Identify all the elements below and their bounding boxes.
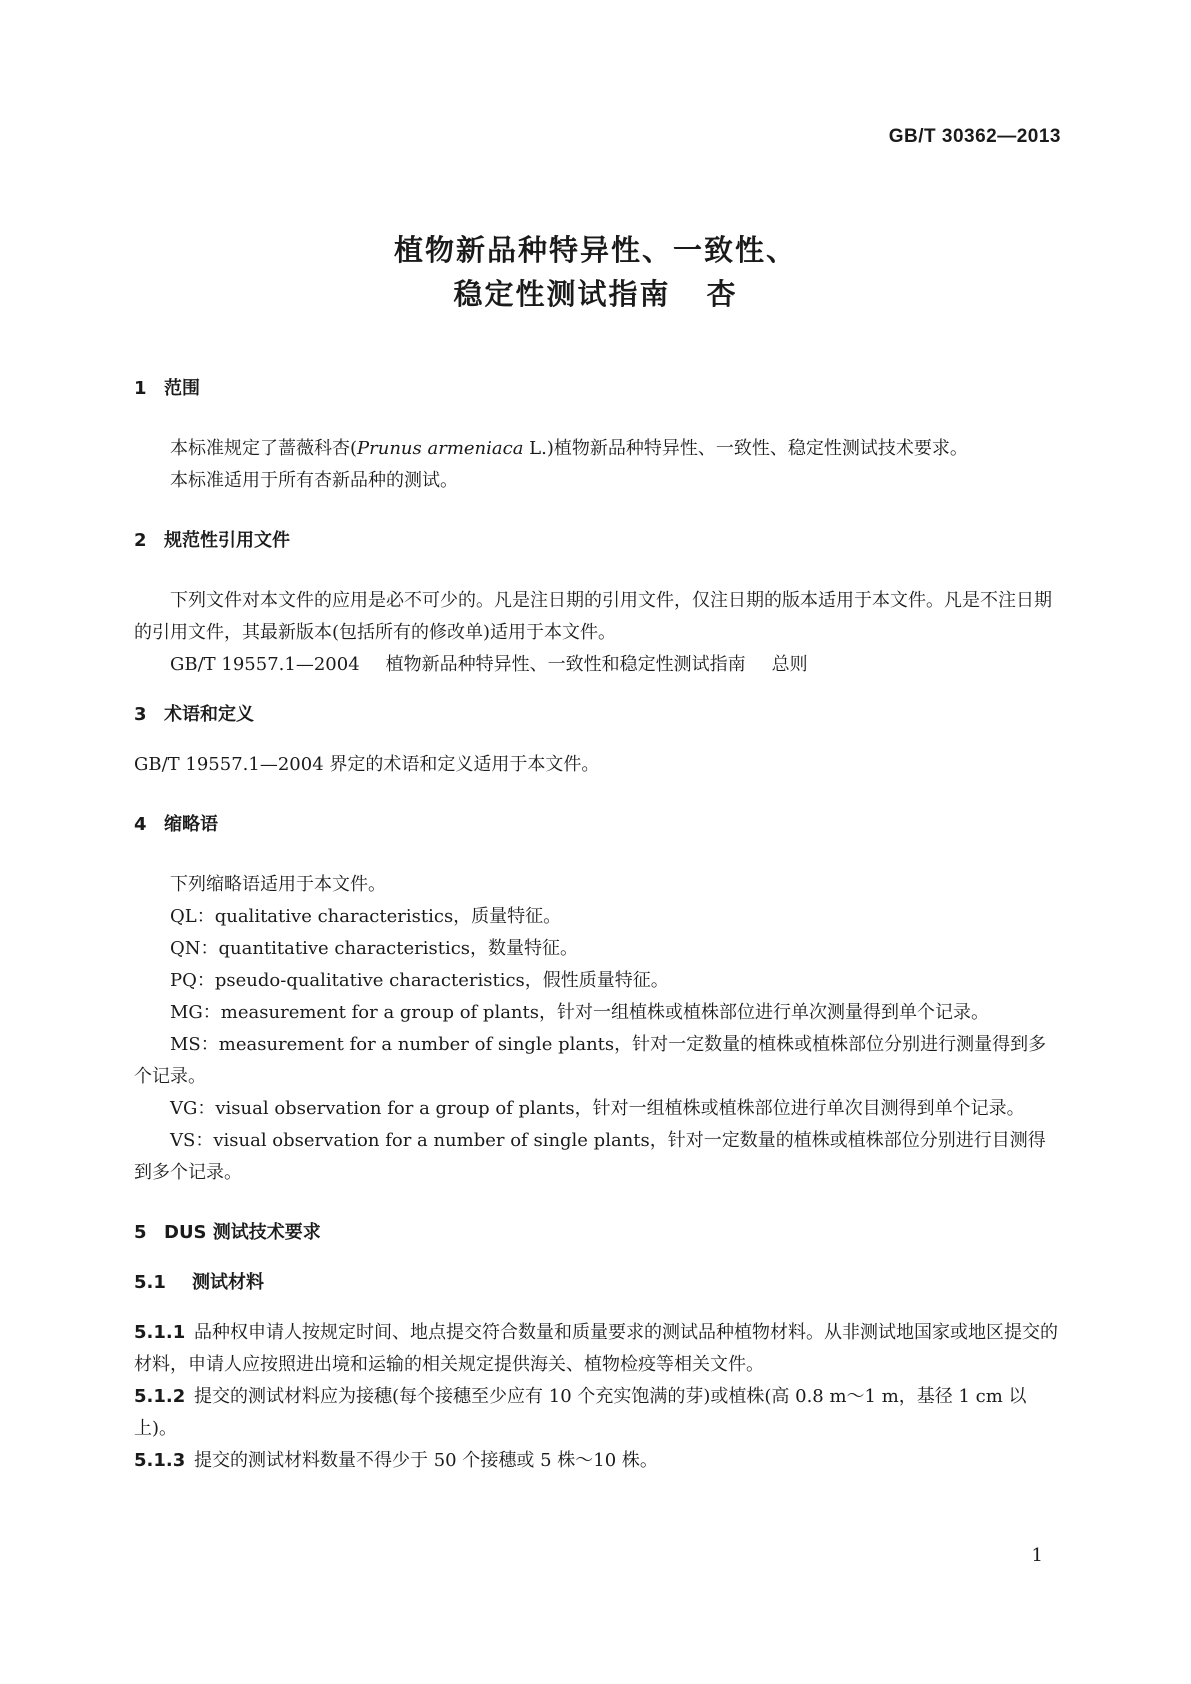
abbreviation-item: VS：visual observation for a number of single plants，针对一定数量的植株或植株部位分别进行目测得到多个记录。: [134, 1130, 1046, 1183]
abbreviation-item: QL：qualitative characteristics，质量特征。: [170, 906, 562, 927]
clause-5-1-3: [134, 1445, 1060, 1477]
abbreviation-item: MS：measurement for a number of single plants，针对一定数量的植株或植株部位分别进行测量得到多个记录。: [134, 1034, 1047, 1087]
abbreviations-intro: 下列缩略语适用于本文件。: [170, 874, 386, 895]
section-5-heading: [134, 1217, 1060, 1249]
section-4-title: 缩略语: [164, 814, 218, 835]
section-3-heading: [134, 699, 1060, 731]
clause-5-1-2: [134, 1381, 1060, 1445]
s1-p1-a: 本标准规定了蔷薇科杏(: [170, 438, 358, 459]
section-2-heading: [134, 525, 1060, 557]
reference-title: 植物新品种特异性、一致性和稳定性测试指南: [385, 654, 746, 675]
section-5-number: 5: [134, 1222, 147, 1243]
clause-number: 5.1.2: [134, 1386, 186, 1407]
section-5-title: DUS 测试技术要求: [164, 1222, 321, 1243]
title-line-2: [0, 272, 1191, 313]
title-line-2-a: 稳定性测试指南: [453, 277, 671, 311]
section-3-title: 术语和定义: [164, 704, 254, 725]
clause-number: 5.1.3: [134, 1450, 186, 1471]
clause-5-1-1: [134, 1317, 1060, 1381]
clause-number: 5.1.1: [134, 1322, 186, 1343]
normative-reference: [134, 649, 1060, 681]
section-3-number: 3: [134, 704, 147, 725]
section-1-heading: [134, 373, 1060, 405]
abbreviation-item: MG：measurement for a group of plants，针对一组植株或植株部位进行单次测量得到单个记录。: [170, 1002, 989, 1023]
section-2-title: 规范性引用文件: [164, 530, 290, 551]
subsection-5-1-heading: [134, 1267, 1060, 1299]
abbreviation-item: QN：quantitative characteristics，数量特征。: [170, 938, 579, 959]
section-4-number: 4: [134, 814, 147, 835]
section-4-heading: [134, 809, 1060, 841]
section-1-title: 范围: [164, 378, 200, 399]
section-2-paragraph-1: 下列文件对本文件的应用是必不可少的。凡是注日期的引用文件，仅注日期的版本适用于本文件。凡是不注日期的引用文件，其最新版本(包括所有的修改单)适用于本文件。: [134, 590, 1052, 643]
abbreviation-item: PQ：pseudo-qualitative characteristics，假性质量特征。: [170, 970, 669, 991]
clause-text: 提交的测试材料数量不得少于 50 个接穗或 5 株～10 株。: [194, 1450, 658, 1471]
clause-text: 品种权申请人按规定时间、地点提交符合数量和质量要求的测试品种植物材料。从非测试地国家或地区提交的材料，申请人应按照进出境和运输的相关规定提供海关、植物检疫等相关文件。: [134, 1322, 1058, 1375]
section-1-paragraph-1: [134, 433, 1060, 465]
latin-name: Prunus armeniaca: [357, 438, 524, 459]
subsection-5-1-title: 测试材料: [192, 1272, 264, 1293]
document-body: [134, 373, 1060, 1477]
section-3-paragraph-1: GB/T 19557.1—2004 界定的术语和定义适用于本文件。: [134, 754, 600, 775]
section-2-number: 2: [134, 530, 147, 551]
abbreviation-item: VG：visual observation for a group of plants，针对一组植株或植株部位进行单次目测得到单个记录。: [170, 1098, 1025, 1119]
s1-p1-b: L.)植物新品种特异性、一致性、稳定性测试技术要求。: [523, 438, 968, 459]
title-line-1: 植物新品种特异性、一致性、: [393, 233, 797, 267]
section-1-number: 1: [134, 378, 147, 399]
section-1-paragraph-2: 本标准适用于所有杏新品种的测试。: [170, 470, 458, 491]
page-number: 1: [1031, 1545, 1043, 1566]
clause-text: 提交的测试材料应为接穗(每个接穗至少应有 10 个充实饱满的芽)或植株(高 0.8 m～1 m，基径 1 cm 以上)。: [134, 1386, 1027, 1439]
reference-code: GB/T 19557.1—2004: [170, 654, 360, 675]
reference-tail: 总则: [771, 654, 808, 675]
standard-code: GB/T 30362—2013: [888, 126, 1061, 147]
subsection-5-1-number: 5.1: [134, 1272, 166, 1293]
title-line-2-b: 杏: [706, 277, 738, 311]
